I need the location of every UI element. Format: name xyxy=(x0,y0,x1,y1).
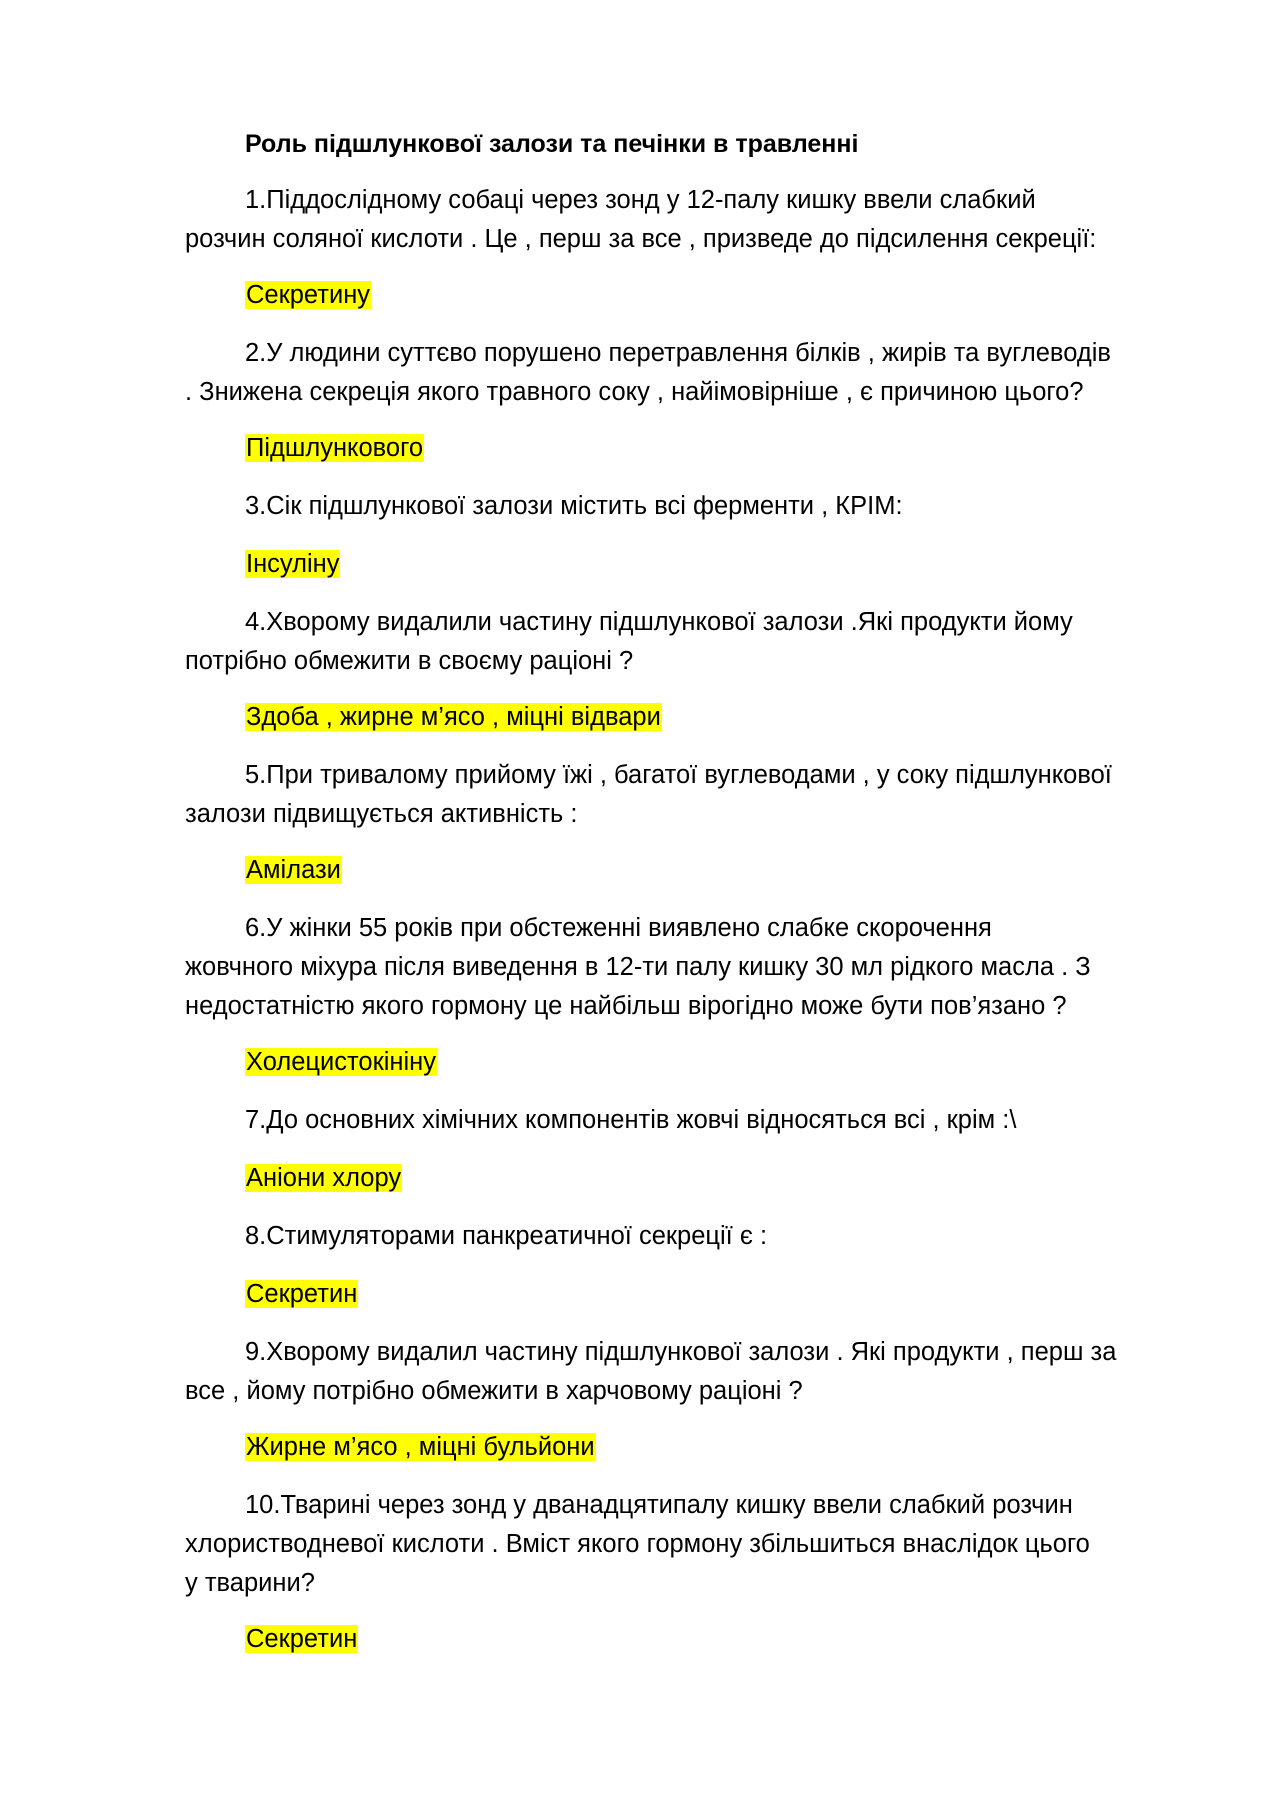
question-6 xyxy=(185,909,1195,1026)
highlighted-answer: Секретин xyxy=(246,1625,358,1653)
highlighted-answer: Амілази xyxy=(246,856,341,884)
question-text-line: . Знижена секреція якого травного соку , найімовірніше , є причиною цього? xyxy=(185,378,1084,406)
question-3 xyxy=(185,487,1195,526)
question-text-line: жовчного міхура після виведення в 12-ти палу кишку 30 мл рідкого масла . З xyxy=(185,953,1091,981)
question-text-line: недостатністю якого гормону це найбільш вірогідно може бути пов’язано ? xyxy=(185,992,1067,1020)
question-text-line: 2.У людини суттєво порушено перетравлення білків , жирів та вуглеводів xyxy=(245,339,1111,367)
highlighted-answer: Підшлункового xyxy=(246,434,424,462)
question-8 xyxy=(185,1217,1195,1256)
highlighted-answer: Аніони хлору xyxy=(246,1164,402,1192)
question-text-line: 3.Сік підшлункової залози містить всі ферменти , КРІМ: xyxy=(245,492,903,520)
answer-5 xyxy=(245,852,342,888)
highlighted-answer: Холецистокініну xyxy=(246,1048,436,1076)
question-7 xyxy=(185,1101,1195,1140)
answer-6 xyxy=(245,1044,437,1080)
question-text-line: все , йому потрібно обмежити в харчовому раціоні ? xyxy=(185,1377,803,1405)
question-1 xyxy=(185,181,1195,259)
question-text-line: 10.Тварині через зонд у дванадцятипалу кишку ввели слабкий розчин xyxy=(245,1491,1073,1519)
question-9 xyxy=(185,1333,1195,1411)
question-text-line: потрібно обмежити в своєму раціоні ? xyxy=(185,647,634,675)
question-text-line: хлористводневої кислоти . Вміст якого гормону збільшиться внаслідок цього xyxy=(185,1530,1090,1558)
answer-9 xyxy=(245,1429,596,1465)
highlighted-answer: Жирне м’ясо , міцні бульйони xyxy=(246,1433,595,1461)
question-10 xyxy=(185,1486,1195,1603)
question-text-line: залози підвищується активність : xyxy=(185,800,578,828)
answer-7 xyxy=(245,1160,402,1196)
answer-3 xyxy=(245,546,340,582)
question-text-line: 7.До основних хімічних компонентів жовчі відносяться всі , крім :\ xyxy=(245,1106,1017,1134)
highlighted-answer: Здоба , жирне м’ясо , міцні відвари xyxy=(246,703,661,731)
question-text-line: 9.Хворому видалил частину підшлункової залози . Які продукти , перш за xyxy=(245,1338,1117,1366)
answer-8 xyxy=(245,1276,358,1312)
question-4 xyxy=(185,603,1195,681)
answer-2 xyxy=(245,430,424,466)
question-text-line: розчин соляної кислоти . Це , перш за все , призведе до підсилення секреції: xyxy=(185,225,1097,253)
question-5 xyxy=(185,756,1195,834)
question-text-line: у тварини? xyxy=(185,1569,315,1597)
highlighted-answer: Інсуліну xyxy=(246,550,340,578)
question-text-line: 6.У жінки 55 років при обстеженні виявлено слабке скорочення xyxy=(245,914,992,942)
answer-1 xyxy=(245,277,371,313)
question-text-line: 8.Стимуляторами панкреатичної секреції є : xyxy=(245,1222,768,1250)
highlighted-answer: Секретин xyxy=(246,1280,358,1308)
document-title: Роль підшлункової залози та печінки в травленні xyxy=(245,130,859,158)
question-text-line: 1.Піддослідному собаці через зонд у 12-палу кишку ввели слабкий xyxy=(245,186,1036,214)
question-text-line: 4.Хворому видалили частину підшлункової залози .Які продукти йому xyxy=(245,608,1073,636)
highlighted-answer: Секретину xyxy=(246,281,371,309)
question-2 xyxy=(185,334,1195,412)
question-text-line: 5.При тривалому прийому їжі , багатої вуглеводами , у соку підшлункової xyxy=(245,761,1112,789)
answer-10 xyxy=(245,1621,358,1657)
answer-4 xyxy=(245,699,662,735)
